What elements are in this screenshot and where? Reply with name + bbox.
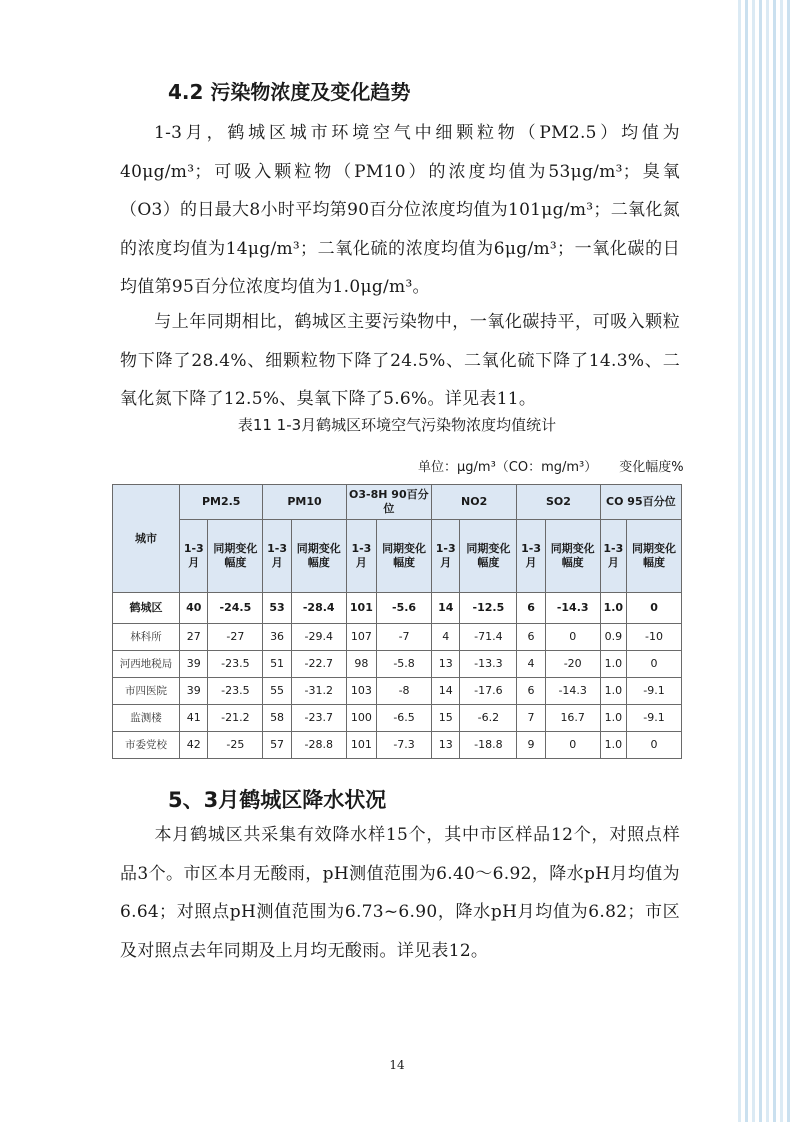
value-cell: -21.2 [208,705,263,732]
value-cell: 16.7 [545,705,600,732]
header-pollutant: O3-8H 90百分位 [346,485,431,520]
table-row [113,705,682,732]
header-city: 城市 [113,485,180,593]
value-cell: -7 [377,624,432,651]
value-cell: 51 [263,651,291,678]
subheader-period: 1-3月 [180,520,208,593]
value-cell: 103 [346,678,376,705]
value-cell: 1.0 [600,732,626,759]
value-cell: 13 [432,732,460,759]
city-cell: 市委党校 [113,732,180,759]
value-cell: -5.8 [377,651,432,678]
table-row [113,624,682,651]
value-cell: 53 [263,593,291,624]
value-cell: -31.2 [291,678,346,705]
value-cell: -25 [208,732,263,759]
table-title: 表11 1-3月鹤城区环境空气污染物浓度均值统计 [237,416,557,434]
value-cell: 1.0 [600,705,626,732]
value-cell: 6 [517,678,545,705]
value-cell: 42 [180,732,208,759]
value-cell: 0 [545,624,600,651]
subheader-change: 同期变化幅度 [627,520,682,593]
value-cell: -13.3 [460,651,517,678]
city-cell: 市四医院 [113,678,180,705]
subheader-period: 1-3月 [346,520,376,593]
city-cell: 河西地税局 [113,651,180,678]
value-cell: 1.0 [600,651,626,678]
subheader-change: 同期变化幅度 [377,520,432,593]
value-cell: 14 [432,678,460,705]
value-cell: 36 [263,624,291,651]
value-cell: 39 [180,651,208,678]
value-cell: 98 [346,651,376,678]
city-cell: 鹤城区 [113,593,180,624]
value-cell: 40 [180,593,208,624]
unit-line [418,456,684,475]
value-cell: -6.2 [460,705,517,732]
subheader-period: 1-3月 [432,520,460,593]
value-cell: 4 [432,624,460,651]
value-cell: -27 [208,624,263,651]
value-cell: -6.5 [377,705,432,732]
value-cell: 101 [346,593,376,624]
paragraph-3-text: 本月鹤城区共采集有效降水样15个，其中市区样品12个，对照点样品3个。市区本月无酸雨，pH测值范围为6.40～6.92，降水pH月均值为6.64；对照点pH测值范围为6.73~6.90，降水pH月均值为6.82；市区及对照点去年同期及上月均无酸雨。详见表12。 [120,825,680,961]
page-number: 14 [389,1058,405,1072]
value-cell: -28.4 [291,593,346,624]
subheader-change: 同期变化幅度 [545,520,600,593]
value-cell: -29.4 [291,624,346,651]
header-pollutant: SO2 [517,485,600,520]
value-cell: 0 [627,651,682,678]
paragraph-pollutant-averages [120,114,680,307]
value-cell: 14 [432,593,460,624]
unit-label: 单位：μg/m³（CO：mg/m³） [418,460,598,475]
value-cell: 0 [627,732,682,759]
paragraph-precipitation [120,816,680,970]
value-cell: 41 [180,705,208,732]
pollutant-table [112,484,682,759]
header-pollutant: NO2 [432,485,517,520]
value-cell: -8 [377,678,432,705]
value-cell: 15 [432,705,460,732]
section-heading-4-2: 4.2 污染物浓度及变化趋势 [168,80,411,104]
value-cell: 0 [545,732,600,759]
value-cell: -20 [545,651,600,678]
value-cell: 4 [517,651,545,678]
value-cell: 101 [346,732,376,759]
paragraph-year-comparison [120,303,680,419]
value-cell: -9.1 [627,705,682,732]
table-row [113,651,682,678]
value-cell: 0.9 [600,624,626,651]
change-label: 变化幅度% [619,460,684,475]
value-cell: -14.3 [545,678,600,705]
value-cell: -12.5 [460,593,517,624]
value-cell: -18.8 [460,732,517,759]
value-cell: 39 [180,678,208,705]
value-cell: -17.6 [460,678,517,705]
subheader-change: 同期变化幅度 [208,520,263,593]
subheader-change: 同期变化幅度 [291,520,346,593]
value-cell: 55 [263,678,291,705]
value-cell: -14.3 [545,593,600,624]
value-cell: 9 [517,732,545,759]
value-cell: -28.8 [291,732,346,759]
header-pollutant: CO 95百分位 [600,485,681,520]
value-cell: 100 [346,705,376,732]
paragraph-1-text: 1-3月，鹤城区城市环境空气中细颗粒物（PM2.5）均值为40μg/m³；可吸入颗粒物（PM10）的浓度均值为53μg/m³；臭氧（O3）的日最大8小时平均第90百分位浓度均值为101μg/m³；二氧化氮的浓度均值为14μg/m³；二氧化硫的浓度均值为6μg/m³；一氧化碳的日均值第95百分位浓度均值为1.0μg/m³。 [120,123,680,297]
value-cell: 1.0 [600,593,626,624]
value-cell: 0 [627,593,682,624]
table-row [113,732,682,759]
paragraph-2-text: 与上年同期相比，鹤城区主要污染物中，一氧化碳持平，可吸入颗粒物下降了28.4%、细颗粒物下降了24.5%、二氧化硫下降了14.3%、二氧化氮下降了12.5%、臭氧下降了5.6%。详见表11。 [120,312,680,409]
value-cell: 6 [517,593,545,624]
value-cell: 6 [517,624,545,651]
value-cell: 58 [263,705,291,732]
subheader-period: 1-3月 [600,520,626,593]
value-cell: -10 [627,624,682,651]
value-cell: 13 [432,651,460,678]
table-row [113,593,682,624]
value-cell: -24.5 [208,593,263,624]
table-row [113,678,682,705]
city-cell: 监测楼 [113,705,180,732]
subheader-period: 1-3月 [517,520,545,593]
subheader-period: 1-3月 [263,520,291,593]
value-cell: -5.6 [377,593,432,624]
value-cell: -71.4 [460,624,517,651]
subheader-change: 同期变化幅度 [460,520,517,593]
value-cell: 27 [180,624,208,651]
value-cell: 107 [346,624,376,651]
value-cell: -22.7 [291,651,346,678]
value-cell: -7.3 [377,732,432,759]
value-cell: -23.7 [291,705,346,732]
header-pollutant: PM10 [263,485,346,520]
header-pollutant: PM2.5 [180,485,263,520]
value-cell: 1.0 [600,678,626,705]
value-cell: -9.1 [627,678,682,705]
value-cell: -23.5 [208,651,263,678]
city-cell: 林科所 [113,624,180,651]
value-cell: 57 [263,732,291,759]
section-heading-5: 5、3月鹤城区降水状况 [168,788,387,812]
value-cell: 7 [517,705,545,732]
value-cell: -23.5 [208,678,263,705]
